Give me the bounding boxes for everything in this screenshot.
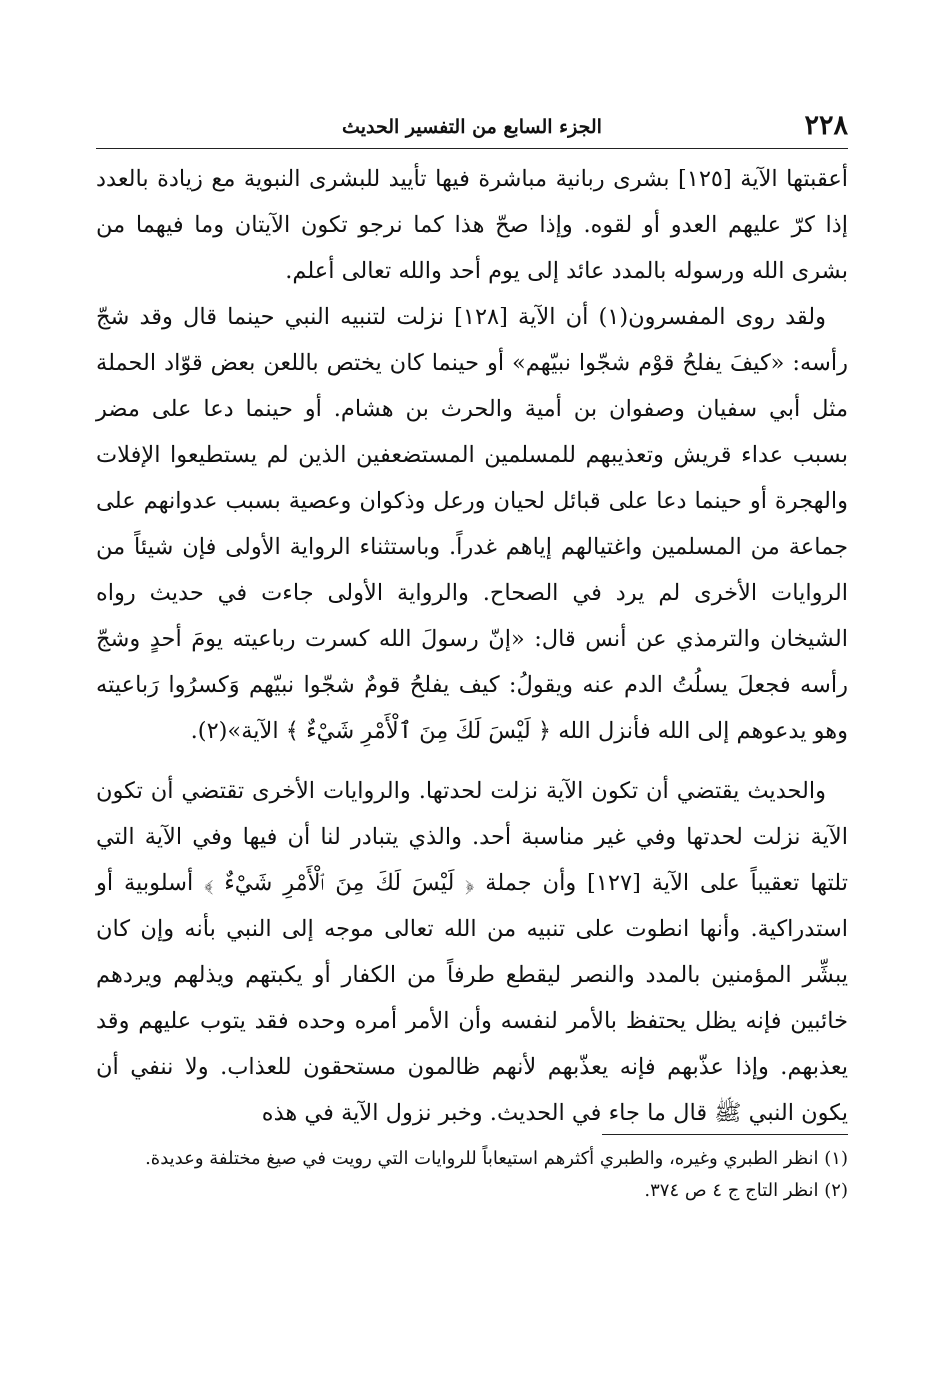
page-number: ٢٢٨ bbox=[804, 110, 848, 141]
paragraph-2: ولقد روى المفسرون(١) أن الآية [١٢٨] نزلت لتنبيه النبي حينما قال وقد شجّ رأسه: «كيفَ يفلحُ قوْم شجّوا نبيّهم» أو حينما كان يختص باللعن بعض قوّاد الحملة مثل أبي سفيان وصفوان بن أمية والحرث بن هشام. أو حينما دعا على مضر بسبب عداء قريش وتعذيبهم للمسلمين المستضعفين الذين لم يستطيعوا الإفلات والهجرة أو حينما دعا على قبائل لحيان ورعل وذكوان وعصية بسبب عدوانهم على جماعة من المسلمين واغتيالهم إياهم غدراً. وباستثناء الرواية الأولى فإن شيئاً من الروايات الأخرى لم يرد في الصحاح. والرواية الأولى جاءت في حديث رواه الشيخان والترمذي عن أنس قال: «إنّ رسولَ الله كسرت رباعيته يومَ أحدٍ وشجّ رأسه فجعلَ يسلُتُ الدم عنه ويقولُ: كيف يفلحُ قومٌ شجّوا نبيّهم وَكسرُوا رَباعيته وهو يدعوهم إلى الله فأنزل الله ﴿ لَيْسَ لَكَ مِنَ ٱلْأَمْرِ شَيْءٌ ﴾ الآية»(٢). bbox=[96, 304, 848, 744]
footnote-2: (٢) انظر التاج ج ٤ ص ٣٧٤. bbox=[644, 1180, 848, 1201]
footnote-divider bbox=[602, 1134, 848, 1135]
paragraph-3: والحديث يقتضي أن تكون الآية نزلت لحدتها. والروايات الأخرى تقتضي أن تكون الآية نزلت لحدتها وفي غير مناسبة أحد. والذي يتبادر لنا أن فيها وفي الآية التي تلتها تعقيباً على الآية [١٢٧] وأن جملة ﴿ لَيْسَ لَكَ مِنَ ٱلْأَمْرِ شَيْءٌ ﴾ أسلوبية أو استدراكية. وأنها انطوت على تنبيه من الله تعالى موجه إلى النبي بأنه وإن كان يبشِّر المؤمنين بالمدد والنصر ليقطع طرفاً من الكفار أو يكبتهم ويذلهم ويردهم خائبين فإنه يظل يحتفظ بالأمر لنفسه وأن الأمر أمره وحده فقد يتوب عليهم وقد يعذبهم. وإذا عذّبهم فإنه يعذّبهم لأنهم ظالمون مستحقون للعذاب. ولا ننفي أن يكون النبي ﷺ قال ما جاء في الحديث. وخبر نزول الآية في هذه bbox=[96, 778, 848, 1126]
main-text bbox=[96, 156, 848, 1136]
footnote-1: (١) انظر الطبري وغيره، والطبري أكثرهم استيعاباً للروايات التي رويت في صيغ مختلفة وعديدة. bbox=[145, 1148, 848, 1169]
page-header bbox=[96, 108, 848, 149]
footnotes bbox=[96, 1134, 848, 1207]
running-title: الجزء السابع من التفسير الحديث bbox=[342, 116, 602, 138]
paragraph-1: أعقبتها الآية [١٢٥] بشرى ربانية مباشرة فيها تأييد للبشرى النبوية مع زيادة بالعدد إذا كرّ عليهم العدو أو لقوه. وإذا صحّ هذا كما نرجو تكون الآيتان وما فيهما من بشرى الله ورسوله بالمدد عائد إلى يوم أحد والله تعالى أعلم. bbox=[96, 166, 849, 284]
